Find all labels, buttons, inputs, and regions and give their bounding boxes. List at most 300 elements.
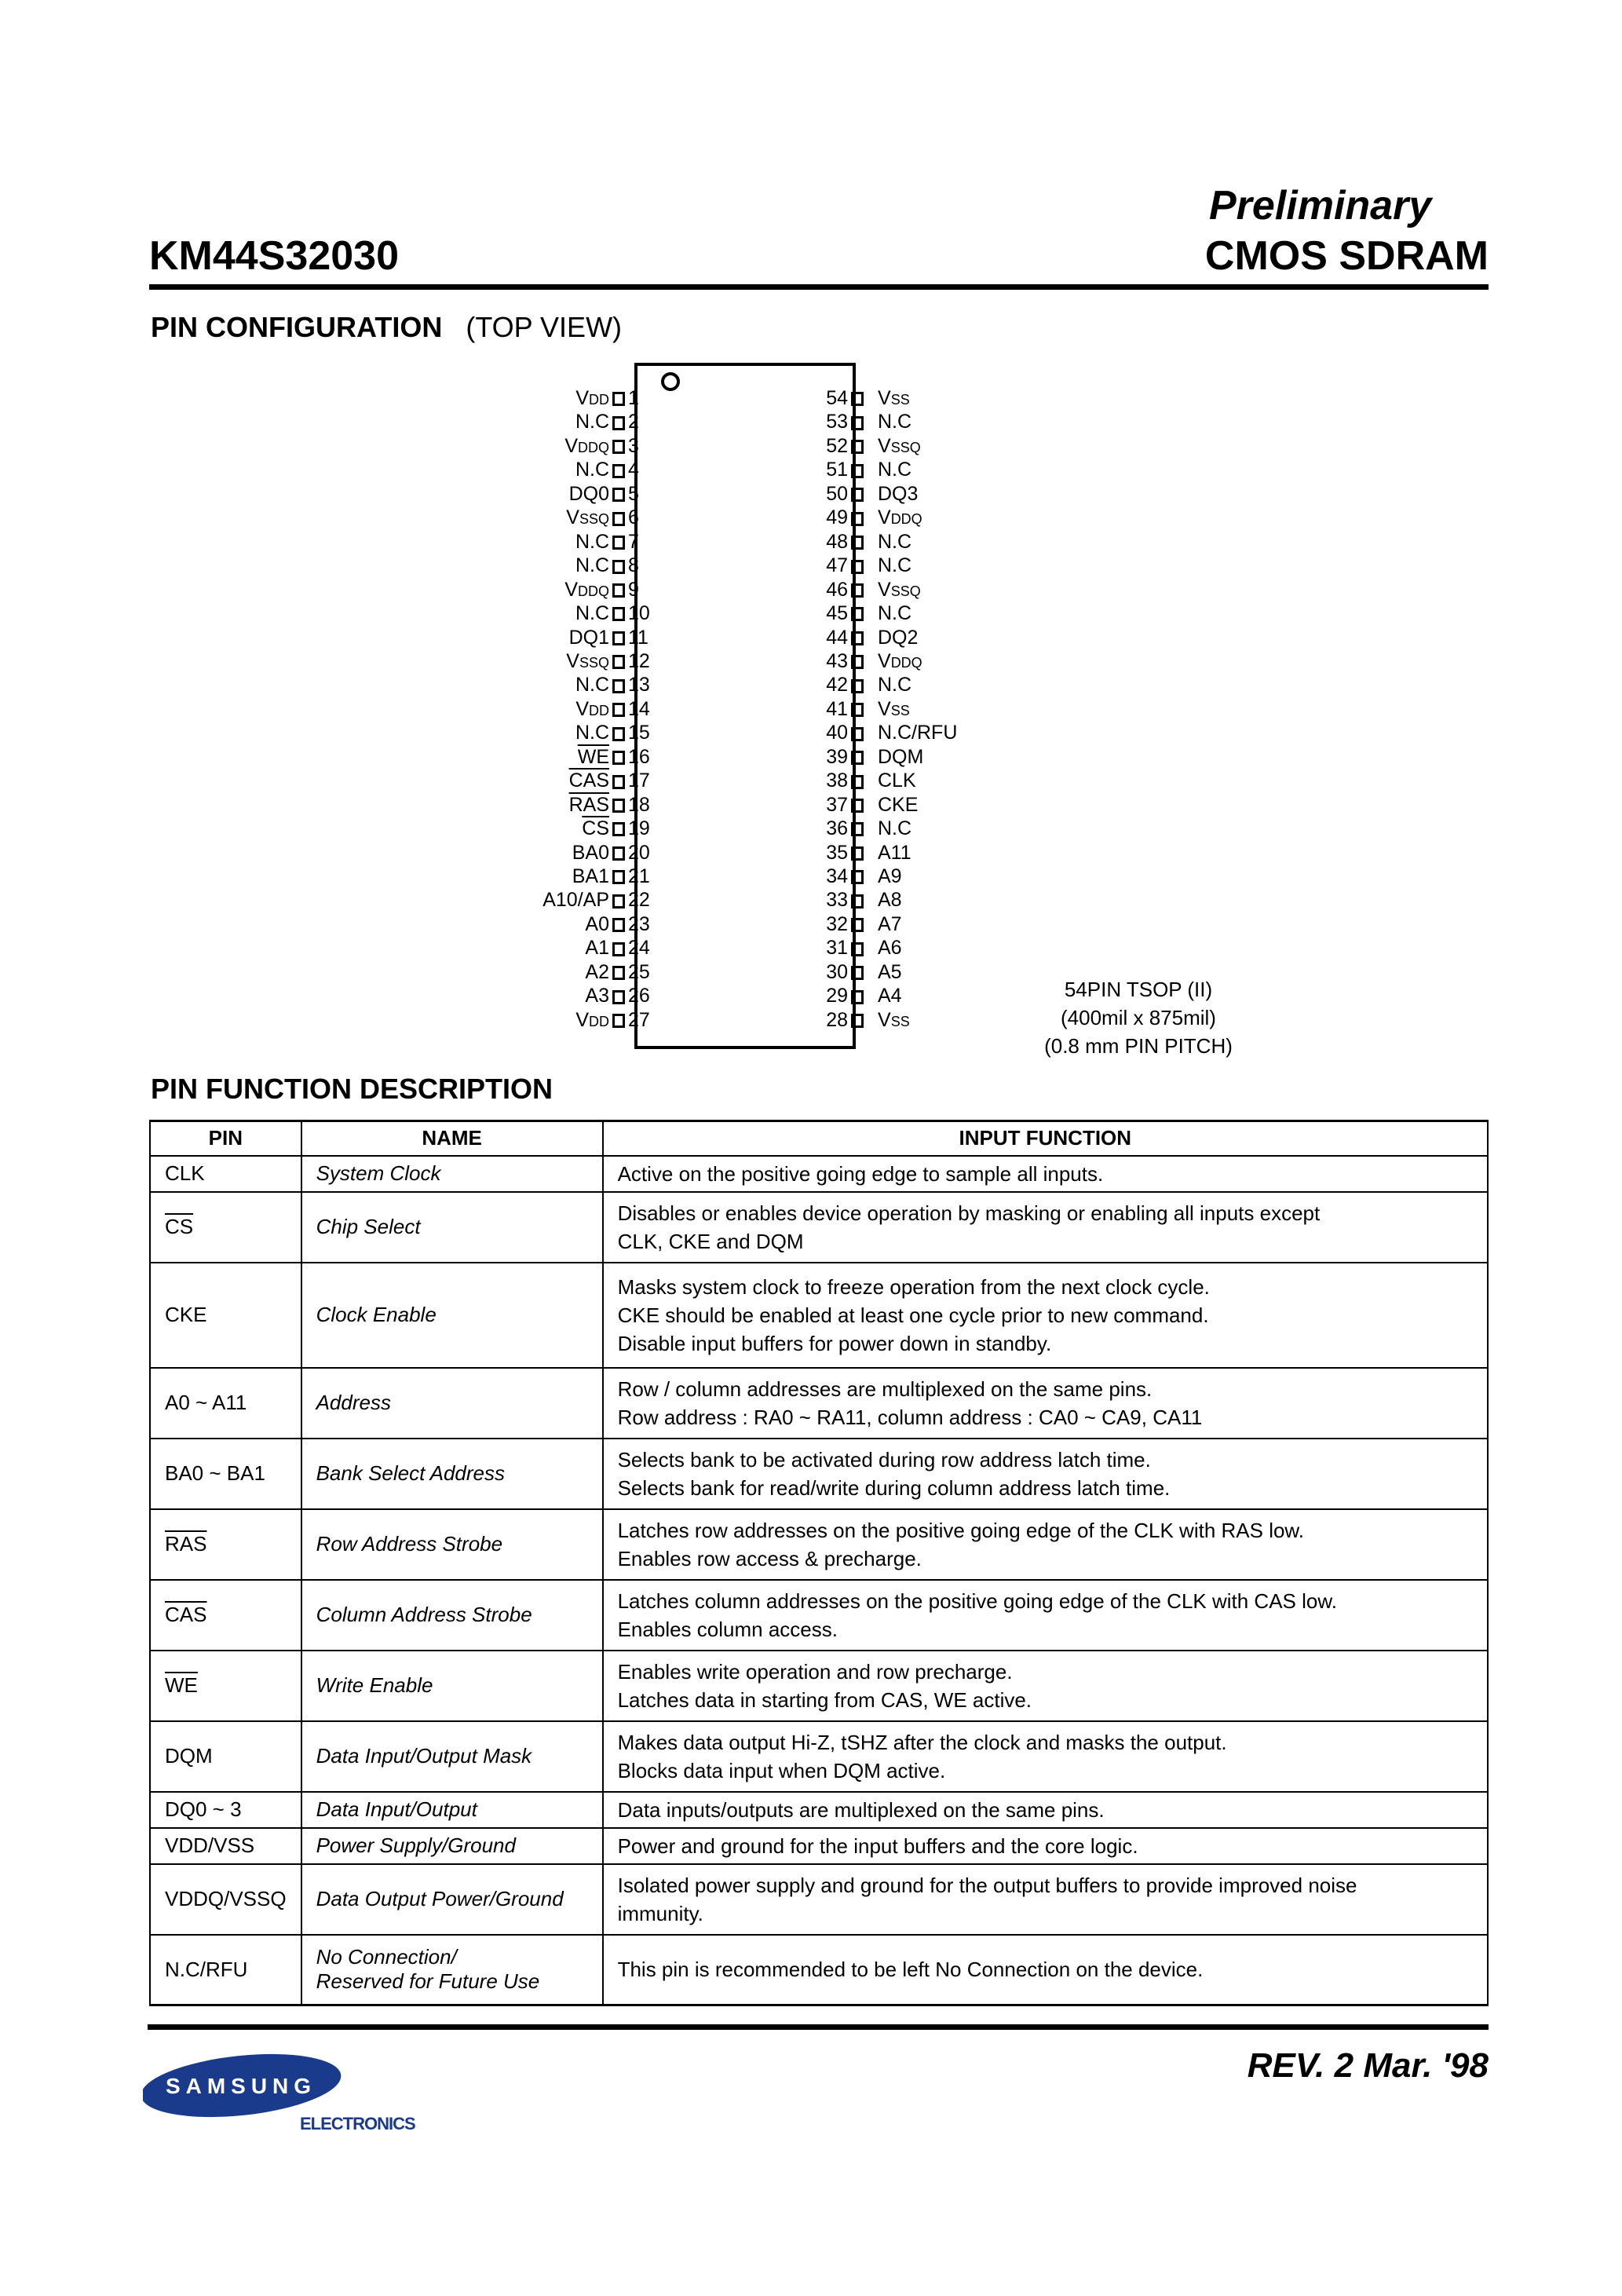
pin-name: A6 (878, 937, 902, 960)
pin-name: A8 (878, 889, 902, 912)
pin-pad-icon (851, 464, 864, 478)
pin-number: 11 (628, 626, 648, 649)
pin-number: 31 (826, 937, 848, 960)
pin-number: 32 (826, 912, 848, 935)
pin-cell: N.C/RFU (150, 1935, 301, 2005)
pin-number: 29 (826, 985, 848, 1007)
pin-pad-icon (612, 822, 625, 836)
pin-right-28 (813, 1008, 910, 1033)
revision-label: REV. 2 Mar. '98 (1247, 2046, 1489, 2085)
name-cell: Write Enable (301, 1651, 603, 1721)
pin-number: 53 (826, 411, 848, 433)
pin-pad-icon (612, 846, 625, 861)
table-row (150, 1156, 1488, 1192)
pin-left-26 (471, 984, 650, 1007)
pin-function-title: PIN FUNCTION DESCRIPTION (151, 1073, 553, 1105)
pin-pad-icon (612, 942, 625, 956)
pin-right-33 (813, 888, 902, 912)
pin-name: A10/AP (542, 889, 609, 912)
pin-pad-icon (612, 631, 625, 645)
pin-pad-icon (851, 846, 864, 861)
function-line: Row / column addresses are multiplexed on the same pins. (617, 1377, 1153, 1401)
pin-right-36 (813, 817, 911, 840)
pin-name: A2 (585, 960, 609, 983)
function-line: Power and ground for the input buffers and the core logic. (617, 1834, 1138, 1858)
preliminary-label: Preliminary (1209, 183, 1432, 229)
table-row (150, 1439, 1488, 1509)
pin-name: A11 (878, 841, 911, 864)
pin-right-47 (813, 554, 911, 577)
pin-right-34 (813, 865, 902, 888)
pin-pad-icon (612, 440, 625, 454)
pin-pad-icon (851, 512, 864, 526)
pin-pad-icon (851, 703, 864, 717)
pin-number: 26 (628, 985, 650, 1007)
function-cell (603, 1792, 1488, 1828)
pin-number: 48 (826, 530, 848, 553)
pin-left-12 (471, 649, 650, 675)
function-cell (603, 1828, 1488, 1864)
table-row (150, 1721, 1488, 1792)
pin-right-31 (813, 936, 902, 960)
pin-config-title: PIN CONFIGURATION (151, 311, 443, 343)
pin-name: N.C (878, 554, 912, 577)
pin-pad-icon (851, 942, 864, 956)
pin-number: 23 (628, 912, 650, 935)
pin-cell: $\overline{RAS}$ (150, 1509, 301, 1580)
pin-number: 51 (826, 459, 848, 481)
pin-number: 52 (826, 434, 848, 457)
pin-left-22 (471, 888, 650, 912)
header-divider (149, 284, 1489, 290)
name-cell: Column Address Strobe (301, 1580, 603, 1651)
pin-name: A3 (585, 985, 609, 1007)
pin-name: N.C (575, 411, 609, 433)
name-cell: Bank Select Address (301, 1439, 603, 1509)
pin-name: DQ3 (878, 482, 919, 505)
pin-cell: CLK (150, 1156, 301, 1192)
pin-right-39 (813, 745, 923, 769)
function-line: Enables write operation and row precharge. (617, 1659, 1013, 1684)
logo-brand-text: SAMSUNG (165, 2074, 317, 2098)
name-cell: No Connection/ Reserved for Future Use (301, 1935, 603, 2005)
pin-name: N.C (575, 674, 609, 696)
pin-name: A4 (878, 985, 902, 1007)
pin-cell: $\overline{CS}$ (150, 1192, 301, 1263)
pin-name: N.C (575, 722, 609, 744)
pin-number: 50 (826, 482, 848, 505)
pin-number: 33 (826, 889, 848, 912)
function-line: CLK, CKE and DQM (617, 1229, 804, 1253)
pin-name: VDDQ (878, 649, 922, 672)
function-line: immunity. (617, 1901, 703, 1925)
pin-number: 19 (628, 817, 650, 840)
pin-pad-icon (612, 560, 625, 574)
pin-name: A1 (585, 937, 609, 960)
pin-cell: VDD/VSS (150, 1828, 301, 1864)
pin-pad-icon (851, 583, 864, 598)
pin-number: 30 (826, 960, 848, 983)
pin-left-23 (471, 912, 650, 936)
pin-name: A7 (878, 912, 902, 935)
table-row (150, 1651, 1488, 1721)
pin-left-24 (471, 936, 650, 960)
pin-pad-icon (851, 822, 864, 836)
pin-right-42 (813, 673, 911, 696)
pin-pad-icon (851, 918, 864, 932)
pin-number: 38 (826, 770, 848, 792)
pin-pad-icon (851, 727, 864, 741)
pin-name: N.C (575, 459, 609, 481)
name-cell: Row Address Strobe (301, 1509, 603, 1580)
table-row (150, 1192, 1488, 1263)
pin-pad-icon (851, 990, 864, 1004)
pin-name: CKE (878, 793, 919, 816)
pin-number: 18 (628, 793, 650, 816)
table-row (150, 1263, 1488, 1368)
pin-name: N.C (878, 674, 912, 696)
pin1-marker-icon (661, 372, 680, 391)
pin-name: N.C (878, 530, 912, 553)
pin-cell: VDDQ/VSSQ (150, 1864, 301, 1935)
pin-right-48 (813, 530, 911, 554)
pin-name: $\overline{CS}$ (582, 817, 609, 840)
pin-right-44 (813, 626, 918, 649)
table-row (150, 1864, 1488, 1935)
pin-pad-icon (612, 607, 625, 621)
pin-left-10 (471, 601, 650, 625)
pin-left-14 (471, 697, 650, 722)
pin-number: 10 (628, 602, 650, 625)
pin-cell: DQ0 ~ 3 (150, 1792, 301, 1828)
pin-pad-icon (851, 536, 864, 550)
pin-right-30 (813, 960, 902, 984)
pin-number: 39 (826, 745, 848, 768)
pin-name: VSS (878, 697, 910, 720)
pin-pad-icon (612, 894, 625, 909)
table-row (150, 1828, 1488, 1864)
pin-right-43 (813, 649, 922, 675)
pin-pad-icon (612, 775, 625, 789)
pin-number: 44 (826, 626, 848, 649)
pin-number: 34 (826, 865, 848, 887)
pin-name: VSS (878, 1008, 910, 1031)
pin-cell: CKE (150, 1263, 301, 1368)
pin-name: A9 (878, 865, 902, 887)
pin-number: 43 (826, 649, 848, 672)
pin-number: 49 (826, 506, 848, 529)
pin-number: 21 (628, 865, 650, 887)
pin-number: 6 (628, 506, 639, 529)
pin-number: 54 (826, 387, 848, 409)
pin-name: N.C (878, 817, 912, 840)
table-row (150, 1792, 1488, 1828)
pin-number: 42 (826, 674, 848, 696)
pin-number: 12 (628, 649, 650, 672)
samsung-logo-icon (143, 2046, 355, 2125)
name-cell: Power Supply/Ground (301, 1828, 603, 1864)
pin-pad-icon (612, 536, 625, 550)
pin-pad-icon (851, 416, 864, 430)
pin-pad-icon (851, 607, 864, 621)
pin-name: $\overline{RAS}$ (568, 793, 609, 816)
function-cell (603, 1580, 1488, 1651)
pin-left-4 (471, 458, 639, 481)
pin-name: N.C (878, 602, 912, 625)
package-type: 54PIN TSOP (II) (1064, 978, 1213, 1001)
pin-name: A0 (585, 912, 609, 935)
pin-function-table (149, 1120, 1489, 2006)
pin-number: 1 (628, 387, 639, 409)
pin-left-1 (471, 386, 639, 411)
pin-pad-icon (851, 631, 864, 645)
pin-number: 16 (628, 745, 650, 768)
pin-name: $\overline{WE}$ (577, 745, 609, 768)
pin-pad-icon (612, 679, 625, 693)
pin-left-16 (471, 745, 650, 769)
pin-pad-icon (851, 1014, 864, 1028)
pin-right-49 (813, 506, 922, 531)
pin-right-46 (813, 578, 921, 603)
pin-name: VSSQ (566, 506, 609, 529)
pin-name: DQ2 (878, 626, 919, 649)
pin-number: 3 (628, 434, 639, 457)
pin-number: 27 (628, 1008, 650, 1031)
pin-number: 25 (628, 960, 650, 983)
pin-right-51 (813, 458, 911, 481)
pin-name: N.C (878, 411, 912, 433)
function-line: Latches row addresses on the positive going edge of the CLK with RAS low. (617, 1518, 1304, 1542)
pin-pad-icon (612, 488, 625, 502)
pin-name: BA1 (572, 865, 609, 887)
package-pitch: (0.8 mm PIN PITCH) (1044, 1034, 1233, 1058)
pin-left-19 (471, 817, 650, 840)
part-number: KM44S32030 (149, 233, 399, 279)
function-cell (603, 1439, 1488, 1509)
pin-number: 46 (826, 578, 848, 601)
pin-left-2 (471, 410, 639, 433)
package-info (1036, 975, 1240, 1060)
pin-pad-icon (851, 392, 864, 406)
pin-right-29 (813, 984, 902, 1007)
pin-number: 28 (826, 1008, 848, 1031)
pin-name: $\overline{CAS}$ (568, 770, 609, 792)
pin-right-40 (813, 721, 957, 744)
pin-left-21 (471, 865, 650, 888)
logo-sub-text: ELECTRONICS (300, 2114, 415, 2133)
pin-name: N.C (878, 459, 912, 481)
pin-right-41 (813, 697, 910, 722)
pin-number: 36 (826, 817, 848, 840)
pin-name: N.C (575, 530, 609, 553)
pin-name: VDD (575, 697, 609, 720)
pin-name: VSSQ (878, 434, 921, 457)
function-cell (603, 1721, 1488, 1792)
pin-left-6 (471, 506, 639, 531)
pin-name: N.C (575, 554, 609, 577)
pin-pad-icon (612, 703, 625, 717)
pin-pad-icon (612, 727, 625, 741)
pin-left-11 (471, 626, 648, 649)
function-cell (603, 1509, 1488, 1580)
pin-left-7 (471, 530, 639, 554)
pin-pad-icon (851, 655, 864, 669)
pin-right-35 (813, 841, 911, 865)
col-name: NAME (301, 1121, 603, 1156)
pin-right-37 (813, 793, 918, 817)
function-line: Enables row access & precharge. (617, 1546, 922, 1570)
pin-right-45 (813, 601, 911, 625)
function-line: Enables column access. (617, 1617, 838, 1641)
pin-left-18 (471, 793, 650, 817)
pin-pad-icon (612, 392, 625, 406)
name-cell: Chip Select (301, 1192, 603, 1263)
pin-pad-icon (851, 488, 864, 502)
pin-number: 4 (628, 459, 639, 481)
function-line: Latches data in starting from CAS, WE active. (617, 1687, 1032, 1712)
col-pin: PIN (150, 1121, 301, 1156)
pin-number: 17 (628, 770, 650, 792)
function-line: Selects bank to be activated during row address latch time. (617, 1447, 1151, 1472)
pin-left-17 (471, 769, 650, 792)
function-line: Disables or enables device operation by masking or enabling all inputs except (617, 1201, 1321, 1225)
pin-pad-icon (612, 751, 625, 765)
pin-right-50 (813, 482, 918, 506)
pin-left-9 (471, 578, 639, 603)
function-cell (603, 1935, 1488, 2005)
pin-left-25 (471, 960, 650, 984)
function-cell (603, 1192, 1488, 1263)
pin-pad-icon (851, 966, 864, 980)
pin-pad-icon (851, 751, 864, 765)
pin-config-view: (TOP VIEW) (466, 311, 623, 343)
pin-number: 13 (628, 674, 650, 696)
pin-left-8 (471, 554, 639, 577)
pin-pad-icon (612, 583, 625, 598)
pin-name: VDDQ (878, 506, 922, 529)
function-cell (603, 1156, 1488, 1192)
pin-name: N.C/RFU (878, 722, 958, 744)
product-type: CMOS SDRAM (1204, 233, 1489, 279)
pin-config-heading (151, 311, 622, 344)
function-line: Isolated power supply and ground for the output buffers to provide improved noise (617, 1873, 1357, 1897)
pin-number: 47 (826, 554, 848, 577)
pin-right-32 (813, 912, 902, 936)
function-cell (603, 1368, 1488, 1439)
pin-right-53 (813, 410, 911, 433)
pin-left-5 (471, 482, 639, 506)
pin-pad-icon (612, 990, 625, 1004)
pin-pad-icon (851, 870, 864, 884)
table-row (150, 1509, 1488, 1580)
pin-pad-icon (851, 799, 864, 813)
pin-pad-icon (612, 416, 625, 430)
pin-name: VSSQ (878, 578, 921, 601)
pin-left-20 (471, 841, 650, 865)
pin-pad-icon (851, 679, 864, 693)
pin-pad-icon (612, 966, 625, 980)
pin-name: DQM (878, 745, 924, 768)
pin-pad-icon (612, 512, 625, 526)
table-row (150, 1368, 1488, 1439)
pin-number: 22 (628, 889, 650, 912)
name-cell: Clock Enable (301, 1263, 603, 1368)
pin-right-52 (813, 434, 921, 459)
pin-cell: BA0 ~ BA1 (150, 1439, 301, 1509)
pin-cell: DQM (150, 1721, 301, 1792)
pin-number: 15 (628, 722, 650, 744)
pin-name: DQ1 (568, 626, 609, 649)
pin-pad-icon (612, 918, 625, 932)
pin-pad-icon (851, 440, 864, 454)
package-size: (400mil x 875mil) (1061, 1006, 1216, 1029)
pin-pad-icon (612, 464, 625, 478)
pin-pad-icon (612, 799, 625, 813)
pin-cell: A0 ~ A11 (150, 1368, 301, 1439)
pin-number: 35 (826, 841, 848, 864)
pin-name: DQ0 (568, 482, 609, 505)
function-line: Active on the positive going edge to sample all inputs. (617, 1161, 1104, 1186)
pin-name: BA0 (572, 841, 609, 864)
pin-number: 7 (628, 530, 639, 553)
pin-left-27 (471, 1008, 650, 1033)
pin-number: 5 (628, 482, 639, 505)
function-line: Row address : RA0 ~ RA11, column address : CA0 ~ CA9, CA11 (617, 1405, 1203, 1429)
function-line: Makes data output Hi-Z, tSHZ after the clock and masks the output. (617, 1730, 1227, 1754)
pin-number: 14 (628, 697, 650, 720)
pin-number: 40 (826, 722, 848, 744)
pin-left-3 (471, 434, 639, 459)
pin-name: VSS (878, 387, 910, 409)
function-line: CKE should be enabled at least one cycle prior to new command. (617, 1303, 1209, 1327)
function-line: Data inputs/outputs are multiplexed on the same pins. (617, 1797, 1105, 1822)
name-cell: Address (301, 1368, 603, 1439)
function-cell (603, 1263, 1488, 1368)
pin-number: 2 (628, 411, 639, 433)
name-cell: Data Input/Output Mask (301, 1721, 603, 1792)
pin-number: 20 (628, 841, 650, 864)
pin-left-15 (471, 721, 650, 744)
function-cell (603, 1864, 1488, 1935)
pin-pad-icon (851, 560, 864, 574)
name-cell: Data Input/Output (301, 1792, 603, 1828)
function-line: Masks system clock to freeze operation from the next clock cycle. (617, 1274, 1210, 1299)
table-row (150, 1935, 1488, 2005)
pin-name: CLK (878, 770, 916, 792)
pin-name: VSSQ (566, 649, 609, 672)
pin-left-13 (471, 673, 650, 696)
pin-name: VDDQ (564, 578, 609, 601)
pin-number: 24 (628, 937, 650, 960)
pin-pad-icon (612, 655, 625, 669)
name-cell: Data Output Power/Ground (301, 1864, 603, 1935)
pin-name: N.C (575, 602, 609, 625)
pin-name: A5 (878, 960, 902, 983)
footer-divider (148, 2024, 1489, 2030)
pin-right-54 (813, 386, 910, 411)
pin-pad-icon (612, 870, 625, 884)
pin-name: VDDQ (564, 434, 609, 457)
function-line: Latches column addresses on the positive going edge of the CLK with CAS low. (617, 1589, 1337, 1613)
function-line: Blocks data input when DQM active. (617, 1758, 946, 1782)
table-header-row (150, 1121, 1488, 1156)
function-cell (603, 1651, 1488, 1721)
pin-number: 9 (628, 578, 639, 601)
pin-pad-icon (851, 775, 864, 789)
pin-name: VDD (575, 1008, 609, 1031)
pin-pad-icon (612, 1014, 625, 1028)
table-row (150, 1580, 1488, 1651)
